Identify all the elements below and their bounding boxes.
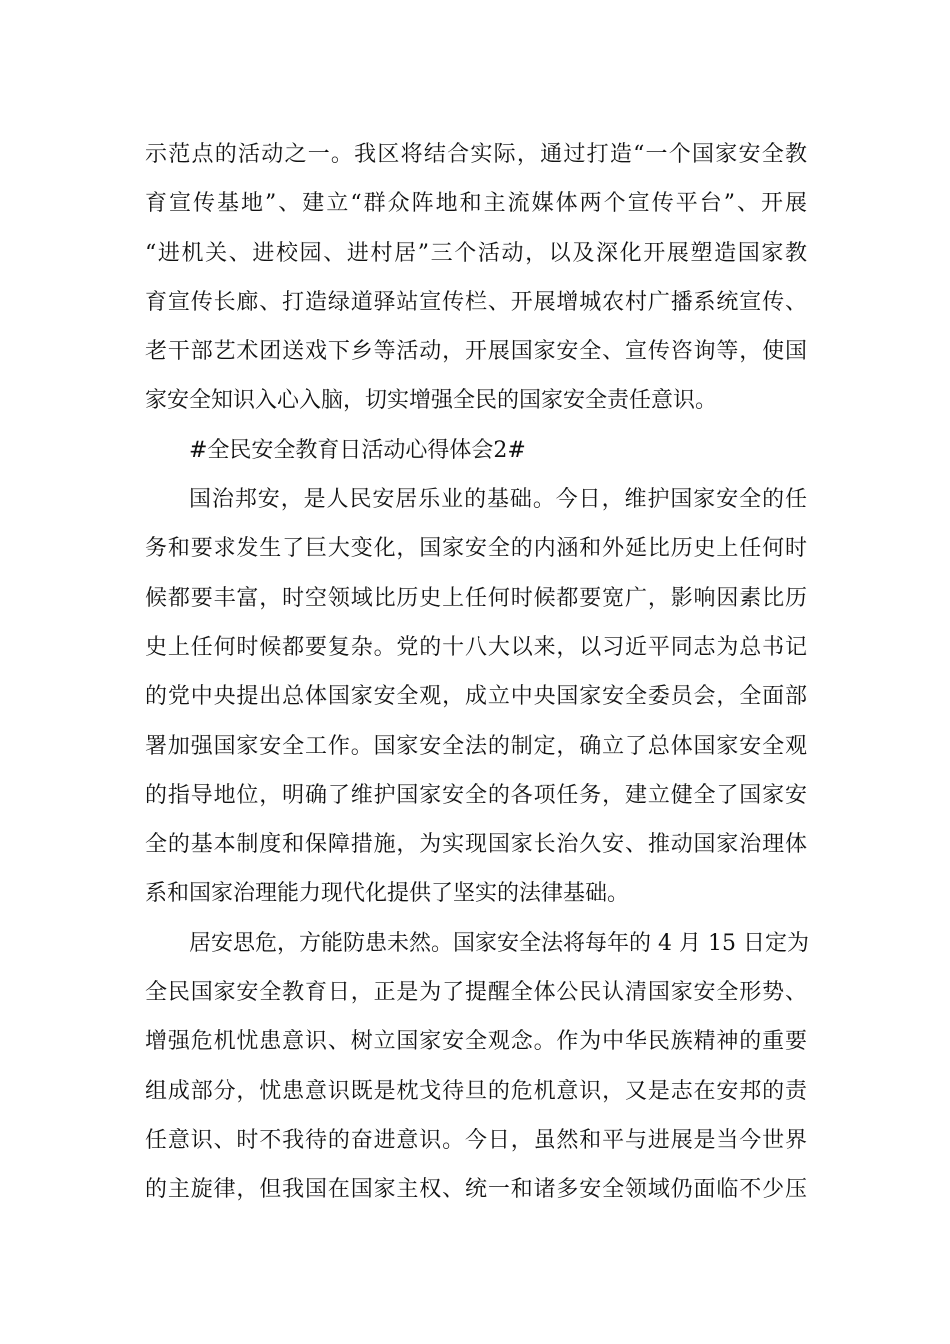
text-line: 育宣传基地”、建立“群众阵地和主流媒体两个宣传平台”、开展 [145,191,807,217]
text-line: “进机关、进校园、进村居”三个活动，以及深化开展塑造国家教 [145,240,807,266]
document-body [145,130,807,1215]
text-line: 的指导地位，明确了维护国家安全的各项任务，建立健全了国家安 [145,782,807,808]
text-line: 组成部分，忧患意识既是枕戈待旦的危机意识，又是志在安邦的责 [145,1078,807,1104]
text-line: 增强危机忧患意识、树立国家安全观念。作为中华民族精神的重要 [145,1029,807,1055]
text-line: 候都要丰富，时空领域比历史上任何时候都要宽广，影响因素比历 [145,585,807,611]
text-line: 全民国家安全教育日，正是为了提醒全体公民认清国家安全形势、 [145,980,807,1006]
text-line: 署加强国家安全工作。国家安全法的制定，确立了总体国家安全观 [145,733,807,759]
text-line: 任意识、时不我待的奋进意识。今日，虽然和平与进展是当今世界 [145,1127,807,1153]
text-line: 史上任何时候都要复杂。党的十八大以来，以习近平同志为总书记 [145,634,807,660]
text-line: 家安全知识入心入脑，切实增强全民的国家安全责任意识。 [145,388,718,414]
text-line: 国治邦安，是人民安居乐业的基础。今日，维护国家安全的任 [189,487,807,513]
text-line: 全的基本制度和保障措施，为实现国家长治久安、推动国家治理体 [145,832,807,858]
text-line: 育宣传长廊、打造绿道驿站宣传栏、开展增城农村广播系统宣传、 [145,289,807,315]
text-line: 居安思危，方能防患未然。国家安全法将每年的 4 月 15 日定为 [189,930,809,956]
text-line: 系和国家治理能力现代化提供了坚实的法律基础。 [145,881,630,907]
text-line: 老干部艺术团送戏下乡等活动，开展国家安全、宣传咨询等，使国 [145,339,807,365]
text-line: 的主旋律，但我国在国家主权、统一和诸多安全领域仍面临不少压 [145,1177,807,1203]
text-line: 务和要求发生了巨大变化，国家安全的内涵和外延比历史上任何时 [145,536,807,562]
text-line: #全民安全教育日活动心得体会2# [189,437,526,463]
text-line: 示范点的活动之一。我区将结合实际，通过打造“一个国家安全教 [145,142,807,167]
text-line: 的党中央提出总体国家安全观，成立中央国家安全委员会，全面部 [145,684,807,710]
